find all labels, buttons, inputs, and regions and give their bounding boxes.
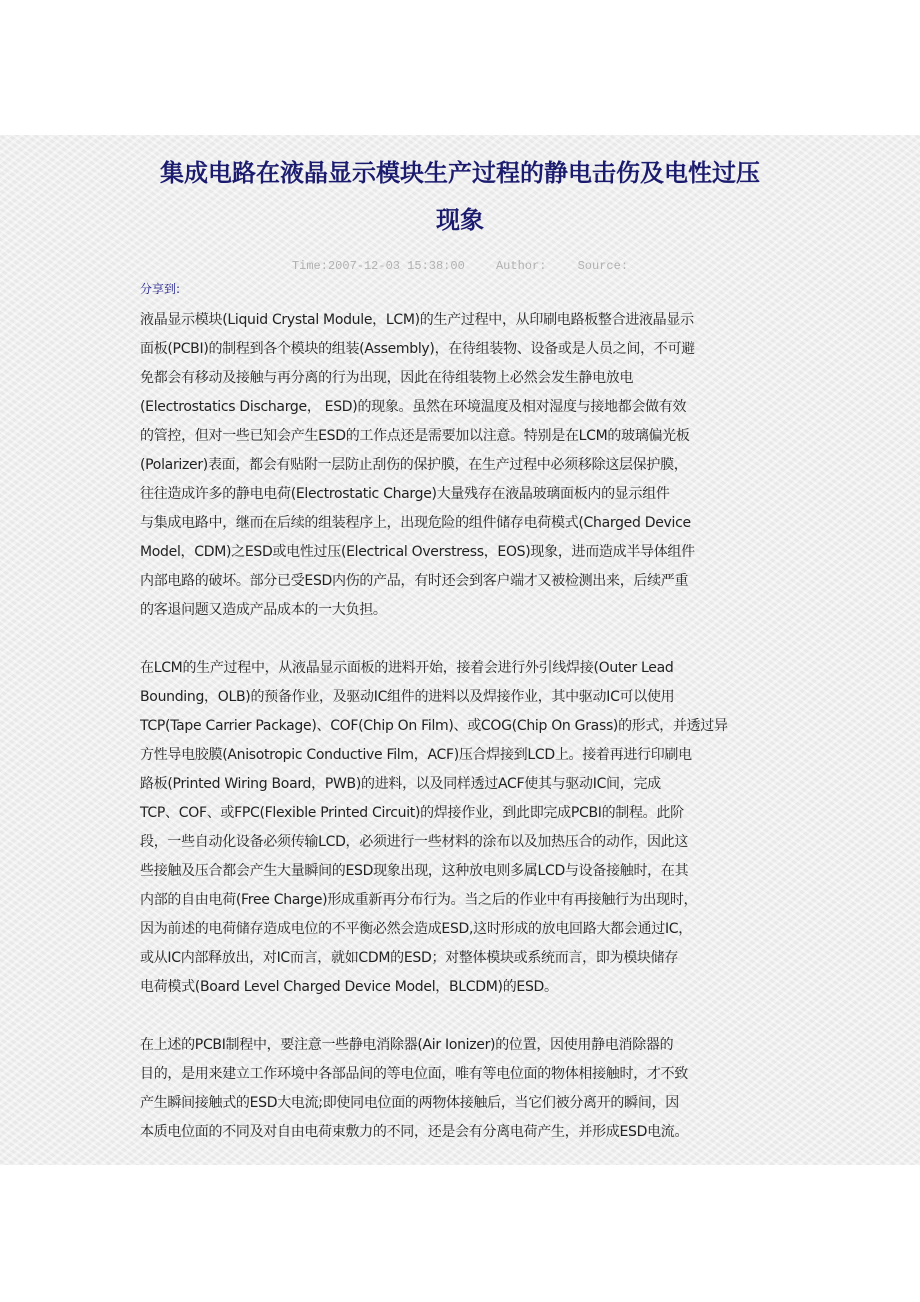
paragraph-line: TCP、COF、或FPC(Flexible Printed Circuit)的焊接作业，到此即完成PCBI的制程。此阶: [140, 805, 684, 821]
paragraph-line: 方性导电胶膜(Anisotropic Conductive Film，ACF)压合焊接到LCD上。接着再进行印刷电: [140, 747, 692, 763]
paragraph-line: Bounding，OLB)的预备作业，及驱动IC组件的进料以及焊接作业，其中驱动IC可以使用: [140, 689, 675, 705]
meta-author: Author:: [495, 259, 547, 273]
paragraph-line: 的管控，但对一些已知会产生ESD的工作点还是需要加以注意。特别是在LCM的玻璃偏光板: [140, 428, 690, 444]
paragraph-line: 电荷模式(Board Level Charged Device Model，BLCDM)的ESD。: [140, 979, 558, 995]
paragraph-line: 液晶显示模块(Liquid Crystal Module，LCM)的生产过程中，从印刷电路板整合进液晶显示: [140, 312, 694, 328]
paragraph-line: 本质电位面的不同及对自由电荷束敷力的不同，还是会有分离电荷产生，并形成ESD电流。: [140, 1124, 689, 1140]
paragraph: [140, 306, 790, 625]
paragraph-line: 内部的自由电荷(Free Charge)形成重新再分布行为。当之后的作业中有再接触行为出现时，: [140, 892, 698, 908]
title-line: 现象: [436, 206, 484, 234]
paragraph: [140, 654, 790, 1002]
paragraph-line: 免都会有移动及接触与再分离的行为出现，因此在待组装物上必然会发生静电放电: [140, 370, 634, 386]
title-line: 集成电路在液晶显示模块生产过程的静电击伤及电性过压: [160, 159, 760, 187]
meta-time: Time:2007-12-03 15:38:00: [291, 259, 465, 273]
article-meta: [0, 259, 920, 273]
paragraph-line: 段，一些自动化设备必须传输LCD，必须进行一些材料的涂布以及加热压合的动作，因此这: [140, 834, 689, 850]
paragraph-line: 往往造成许多的静电电荷(Electrostatic Charge)大量残存在液晶玻璃面板内的显示组件: [140, 486, 670, 502]
paragraph-line: 产生瞬间接触式的ESD大电流;即使同电位面的两物体接触后，当它们被分离开的瞬间，因: [140, 1095, 679, 1111]
paragraph-line: 或从IC内部释放出，对IC而言，就如CDM的ESD；对整体模块或系统而言，即为模块储存: [140, 950, 679, 966]
paragraph-line: Model，CDM)之ESD或电性过压(Electrical Overstress，EOS)现象，进而造成半导体组件: [140, 544, 695, 560]
article-body: [140, 306, 790, 1176]
paragraph-line: (Polarizer)表面，都会有贴附一层防止刮伤的保护膜，在生产过程中必须移除这层保护膜，: [140, 457, 688, 473]
paragraph-line: 的客退问题又造成产品成本的一大负担。: [140, 602, 387, 618]
paragraph-line: 在上述的PCBI制程中，要注意一些静电消除器(Air Ionizer)的位置，因使用静电消除器的: [140, 1037, 674, 1053]
paragraph-line: 内部电路的破坏。部分已受ESD内伤的产品，有时还会到客户端才又被检测出来，后续严重: [140, 573, 689, 589]
share-link[interactable]: 分享到:: [140, 282, 181, 296]
paragraph-line: 路板(Printed Wiring Board，PWB)的进料，以及同样透过ACF使其与驱动IC间，完成: [140, 776, 661, 792]
paragraph-line: TCP(Tape Carrier Package)、COF(Chip On Film)、或COG(Chip On Grass)的形式，并透过异: [140, 718, 728, 734]
paragraph-line: 些接触及压合都会产生大量瞬间的ESD现象出现，这种放电则多属LCD与设备接触时，在其: [140, 863, 689, 879]
paragraph-line: 因为前述的电荷储存造成电位的不平衡必然会造成ESD,这时形成的放电回路大都会通过IC，: [140, 921, 692, 937]
paragraph: [140, 1031, 790, 1147]
paragraph-line: (Electrostatics Discharge， ESD)的现象。虽然在环境温度及相对湿度与接地都会做有效: [140, 399, 687, 415]
paragraph-line: 与集成电路中，继而在后续的组装程序上，出现危险的组件储存电荷模式(Charged Device: [140, 515, 691, 531]
paragraph-line: 面板(PCBI)的制程到各个模块的组装(Assembly)，在待组装物、设备或是人员之间，不可避: [140, 341, 695, 357]
paragraph-line: 在LCM的生产过程中，从液晶显示面板的进料开始，接着会进行外引线焊接(Outer Lead: [140, 660, 674, 676]
paragraph-line: 目的，是用来建立工作环境中各部品间的等电位面，唯有等电位面的物体相接触时，才不致: [140, 1066, 688, 1082]
article-title: [120, 150, 800, 244]
meta-source: Source:: [577, 259, 629, 273]
